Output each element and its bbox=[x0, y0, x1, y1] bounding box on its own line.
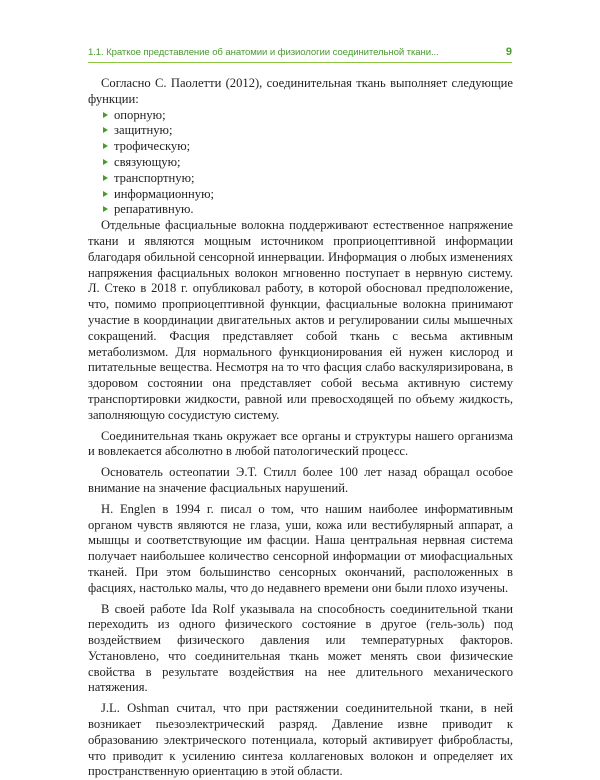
triangle-bullet-icon bbox=[103, 191, 108, 197]
running-header bbox=[88, 46, 512, 63]
list-item bbox=[103, 171, 513, 187]
body-text bbox=[88, 76, 513, 780]
list-item-text: информационную; bbox=[114, 186, 214, 201]
paragraph-still: Основатель остеопатии Э.Т. Стилл более 100 лет назад обращал особое внимание на значение фасциальных нарушений. bbox=[88, 465, 513, 495]
list-item-text: репаративную. bbox=[114, 202, 194, 217]
intro-paragraph: Согласно С. Паолетти (2012), соединительная ткань выполняет следующие функции: bbox=[88, 76, 513, 106]
triangle-bullet-icon bbox=[103, 143, 108, 149]
list-item-text: опорную; bbox=[114, 107, 166, 122]
list-item bbox=[103, 139, 513, 155]
list-item bbox=[103, 202, 513, 218]
list-item bbox=[103, 108, 513, 124]
list-item-text: транспортную; bbox=[114, 170, 195, 185]
triangle-bullet-icon bbox=[103, 127, 108, 133]
chapter-title: 1.1. Краткое представление об анатомии и физиологии соединительной ткани... bbox=[88, 47, 439, 58]
list-item-text: связующую; bbox=[114, 154, 181, 169]
list-item bbox=[103, 123, 513, 139]
triangle-bullet-icon bbox=[103, 175, 108, 181]
paragraph-rolf: В своей работе Ida Rolf указывала на способность соединительной ткани переходить из одного физического состояние в другое (гель-золь) под воздействием физического давления или температурных факторов. Установлено, что соединительная ткань может менять свои физические свойства в результате воздействия на нее длительного механического натяжения. bbox=[88, 601, 513, 695]
paragraph-fascia-function: Отдельные фасциальные волокна поддерживают естественное напряжение ткани и являются мощным источником проприоцептивной информации благодаря обильной сенсорной иннервации. Информация о любых изменениях напряжения фасциальных волокон мгновенно поступает в нервную систему. Л. Стеко в 2018 г. опубликовал работу, в которой обосновал предположение, что, помимо проприоцептивной функции, фасциальные волокна принимают участие в координации двигательных актов и регулировании силы мышечных сокращений. Фасция представляет собой ткань с весьма активным метаболизмом. Для нормального функционирования ей нужен кислород и питательные вещества. Несмотря на то что фасция слабо васкуляризирована, в здоровом состоянии она представляет собой весьма активную систему транспортировки жидкости, равной или превосходящей по объему жидкость, заполняющую сосудистую систему. bbox=[88, 218, 513, 422]
triangle-bullet-icon bbox=[103, 112, 108, 118]
list-item bbox=[103, 155, 513, 171]
list-item bbox=[103, 187, 513, 203]
paragraph-connective-tissue: Соединительная ткань окружает все органы и структуры нашего организма и вовлекается абсолютно в любой патологический процесс. bbox=[88, 428, 513, 459]
page-number: 9 bbox=[505, 46, 512, 58]
triangle-bullet-icon bbox=[103, 206, 108, 212]
functions-list bbox=[88, 108, 513, 219]
list-item-text: трофическую; bbox=[114, 139, 191, 154]
list-item-text: защитную; bbox=[114, 123, 173, 138]
paragraph-englen: H. Englen в 1994 г. писал о том, что нашим наиболее информативным органом чувств являются не глаза, уши, кожа или вестибулярный аппарат, а мышцы и соответствующие им фасции. Наша центральная нервная система получает наибольшее количество сенсорной информации от миофасциальных тканей. При этом большинство сенсорных окончаний, расположенных в фасциях, настолько малы, что до недавнего времени они были плохо изучены. bbox=[88, 501, 513, 595]
paragraph-oshman: J.L. Oshman считал, что при растяжении соединительной ткани, в ней возникает пьезоэлектрический разряд. Давление извне приводит к образованию электрического потенциала, который активирует фибробласты, что приводит к усилению синтеза коллагеновых волокон и определяет их пространственную ориентацию в этой области. bbox=[88, 701, 513, 779]
triangle-bullet-icon bbox=[103, 159, 108, 165]
